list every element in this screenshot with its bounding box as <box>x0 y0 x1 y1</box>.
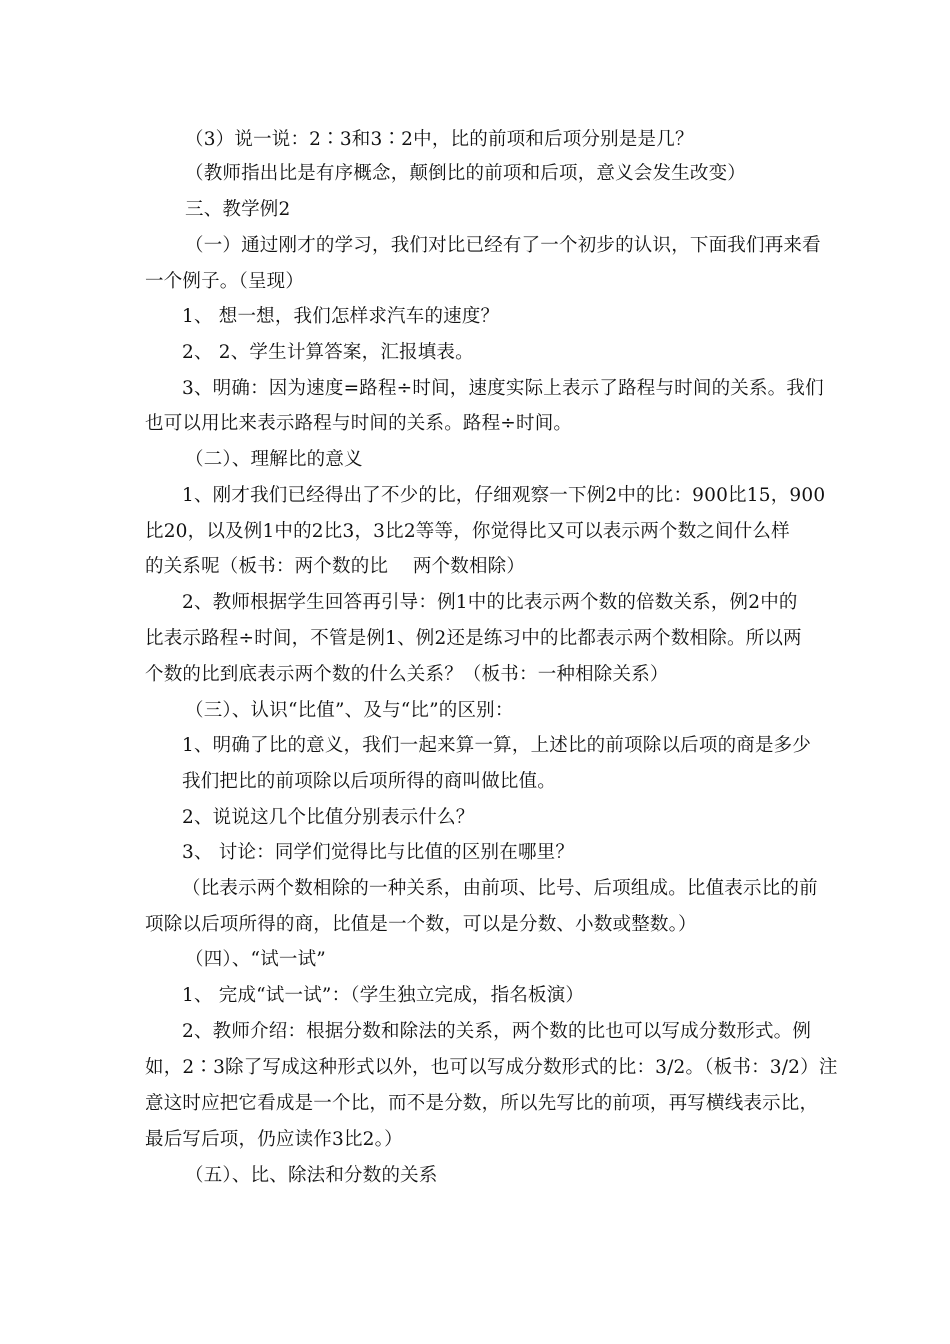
text-line: 的关系呢（板书：两个数的比 两个数相除） <box>145 556 526 577</box>
text-line: 项除以后项所得的商，比值是一个数，可以是分数、小数或整数。） <box>145 914 697 935</box>
text-line: 比20，以及例1中的2比3，3比2等等，你觉得比又可以表示两个数之间什么样 <box>145 521 790 542</box>
text-line: 个数的比到底表示两个数的什么关系？（板书：一种相除关系） <box>145 664 669 685</box>
subsection-heading: （二）、理解比的意义 <box>185 449 363 470</box>
text-line: 我们把比的前项除以后项所得的商叫做比值。 <box>182 771 557 792</box>
text-line: 意这时应把它看成是一个比，而不是分数，所以先写比的前项，再写横线表示比， <box>145 1093 819 1114</box>
subsection-heading: （五）、比、除法和分数的关系 <box>185 1165 438 1186</box>
text-line: 2、 2、学生计算答案，汇报填表。 <box>182 342 474 363</box>
text-line: 也可以用比来表示路程与时间的关系。路程÷时间。 <box>145 413 573 434</box>
text-line: 如，2∶3除了写成这种形式以外，也可以写成分数形式的比：3/2。（板书：3/2）注 <box>145 1057 838 1078</box>
text-line: （一）通过刚才的学习，我们对比已经有了一个初步的认识，下面我们再来看 <box>185 235 821 256</box>
text-line: （3）说一说：2∶3和3∶2中，比的前项和后项分别是是几？ <box>185 129 694 150</box>
subsection-heading: （三）、认识“比值”、及与“比”的区别： <box>185 700 514 721</box>
text-line: 3、 讨论：同学们觉得比与比值的区别在哪里？ <box>182 842 575 863</box>
text-line: 1、 完成“试一试”：（学生独立完成，指名板演） <box>182 985 585 1006</box>
text-line: 2、说说这几个比值分别表示什么？ <box>182 807 475 828</box>
text-line: 一个例子。（呈现） <box>145 271 305 292</box>
subsection-heading: （四）、“试一试” <box>185 949 326 970</box>
text-line: 3、明确：因为速度=路程÷时间，速度实际上表示了路程与时间的关系。我们 <box>182 378 824 399</box>
section-heading: 三、教学例2 <box>185 199 291 220</box>
text-line: 1、明确了比的意义，我们一起来算一算，上述比的前项除以后项的商是多少 <box>182 735 812 756</box>
text-line: 1、 想一想，我们怎样求汽车的速度？ <box>182 306 500 327</box>
text-line: （比表示两个数相除的一种关系，由前项、比号、后项组成。比值表示比的前 <box>182 878 818 899</box>
text-line: 比表示路程÷时间，不管是例1、例2还是练习中的比都表示两个数相除。所以两 <box>145 628 802 649</box>
text-line: 2、教师介绍：根据分数和除法的关系，两个数的比也可以写成分数形式。例 <box>182 1021 812 1042</box>
text-line: （教师指出比是有序概念，颠倒比的前项和后项，意义会发生改变） <box>185 163 747 184</box>
text-line: 最后写后项，仍应读作3比2。） <box>145 1129 403 1150</box>
text-line: 2、教师根据学生回答再引导：例1中的比表示两个数的倍数关系，例2中的 <box>182 592 798 613</box>
text-line: 1、刚才我们已经得出了不少的比，仔细观察一下例2中的比：900比15，900 <box>182 485 826 506</box>
